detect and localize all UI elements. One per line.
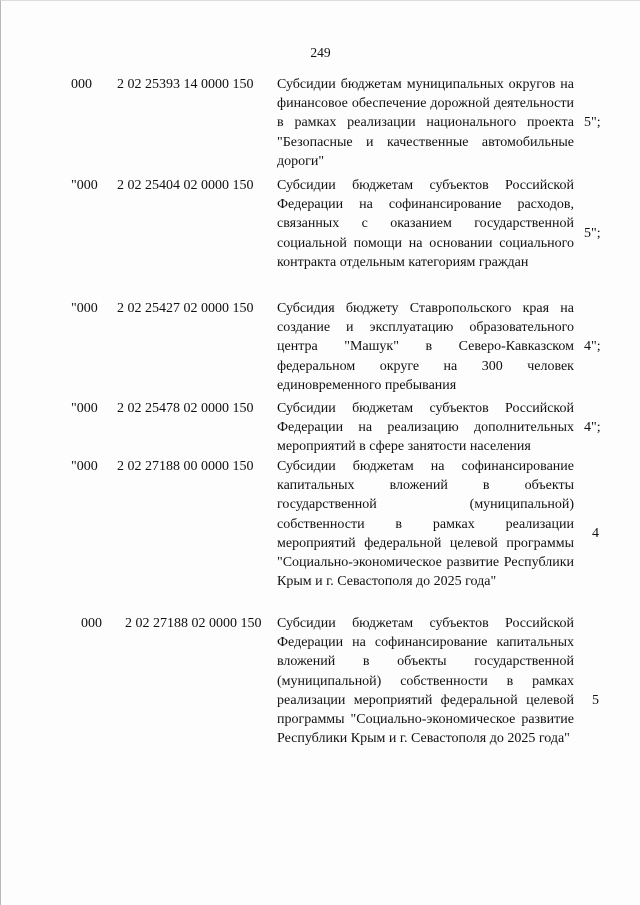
description-cell: Субсидии бюджетам субъектов Российской Федерации на софинансирование расходов, связанных с оказанием государственной социальной помощи на основании социального контракта отдельным категориям граждан <box>277 178 574 270</box>
description-cell: Субсидии бюджетам субъектов Российской Федерации на софинансирование капитальных вложений в объекты государственной (муниципальной) собственности в рамках реализации мероприятий федеральной целевой программы "Социально-экономическое развитие Республики Крым и г. Севастополя до 2025 года" <box>277 616 574 747</box>
description-cell: Субсидия бюджету Ставропольского края на создание и эксплуатацию образовательного центра "Машук" в Северо-Кавказском федеральном округе на 300 человек единовременного пребывания <box>277 301 574 393</box>
value-cell: 5"; <box>584 115 601 130</box>
table-row <box>1 399 640 457</box>
value-cell: 4"; <box>584 339 601 354</box>
budget-code-table <box>1 75 640 794</box>
admin-code-cell: 000 <box>71 77 92 92</box>
table-row <box>1 457 640 614</box>
budget-code-cell: 2 02 25478 02 0000 150 <box>117 401 254 416</box>
description-cell: Субсидии бюджетам на софинансирование капитальных вложений в объекты государственной (муниципальной) собственности в рамках реализации мероприятий федеральной целевой программы "Социально-экономическое развитие Республики Крым и г. Севастополя до 2025 года" <box>277 459 574 590</box>
page-number: 249 <box>310 45 331 60</box>
budget-code-cell: 2 02 25427 02 0000 150 <box>117 301 254 316</box>
admin-code-cell: 000 <box>81 616 102 631</box>
value-cell: 5 <box>592 693 599 708</box>
admin-code-cell: "000 <box>71 178 98 193</box>
table-row <box>1 614 640 794</box>
table-row <box>1 176 640 299</box>
admin-code-cell: "000 <box>71 459 98 474</box>
budget-code-cell: 2 02 27188 00 0000 150 <box>117 459 254 474</box>
value-cell: 4 <box>592 526 599 541</box>
table-row <box>1 75 640 176</box>
budget-code-cell: 2 02 27188 02 0000 150 <box>125 616 262 631</box>
admin-code-cell: "000 <box>71 401 98 416</box>
budget-code-cell: 2 02 25393 14 0000 150 <box>117 77 254 92</box>
table-row <box>1 299 640 399</box>
admin-code-cell: "000 <box>71 301 98 316</box>
description-cell: Субсидии бюджетам субъектов Российской Федерации на реализацию дополнительных мероприятий в сфере занятости населения <box>277 401 574 455</box>
value-cell: 4"; <box>584 420 601 435</box>
budget-code-cell: 2 02 25404 02 0000 150 <box>117 178 254 193</box>
description-cell: Субсидии бюджетам муниципальных округов на финансовое обеспечение дорожной деятельности в рамках реализации национального проекта "Безопасные и качественные автомобильные дороги" <box>277 77 574 169</box>
value-cell: 5"; <box>584 226 601 241</box>
